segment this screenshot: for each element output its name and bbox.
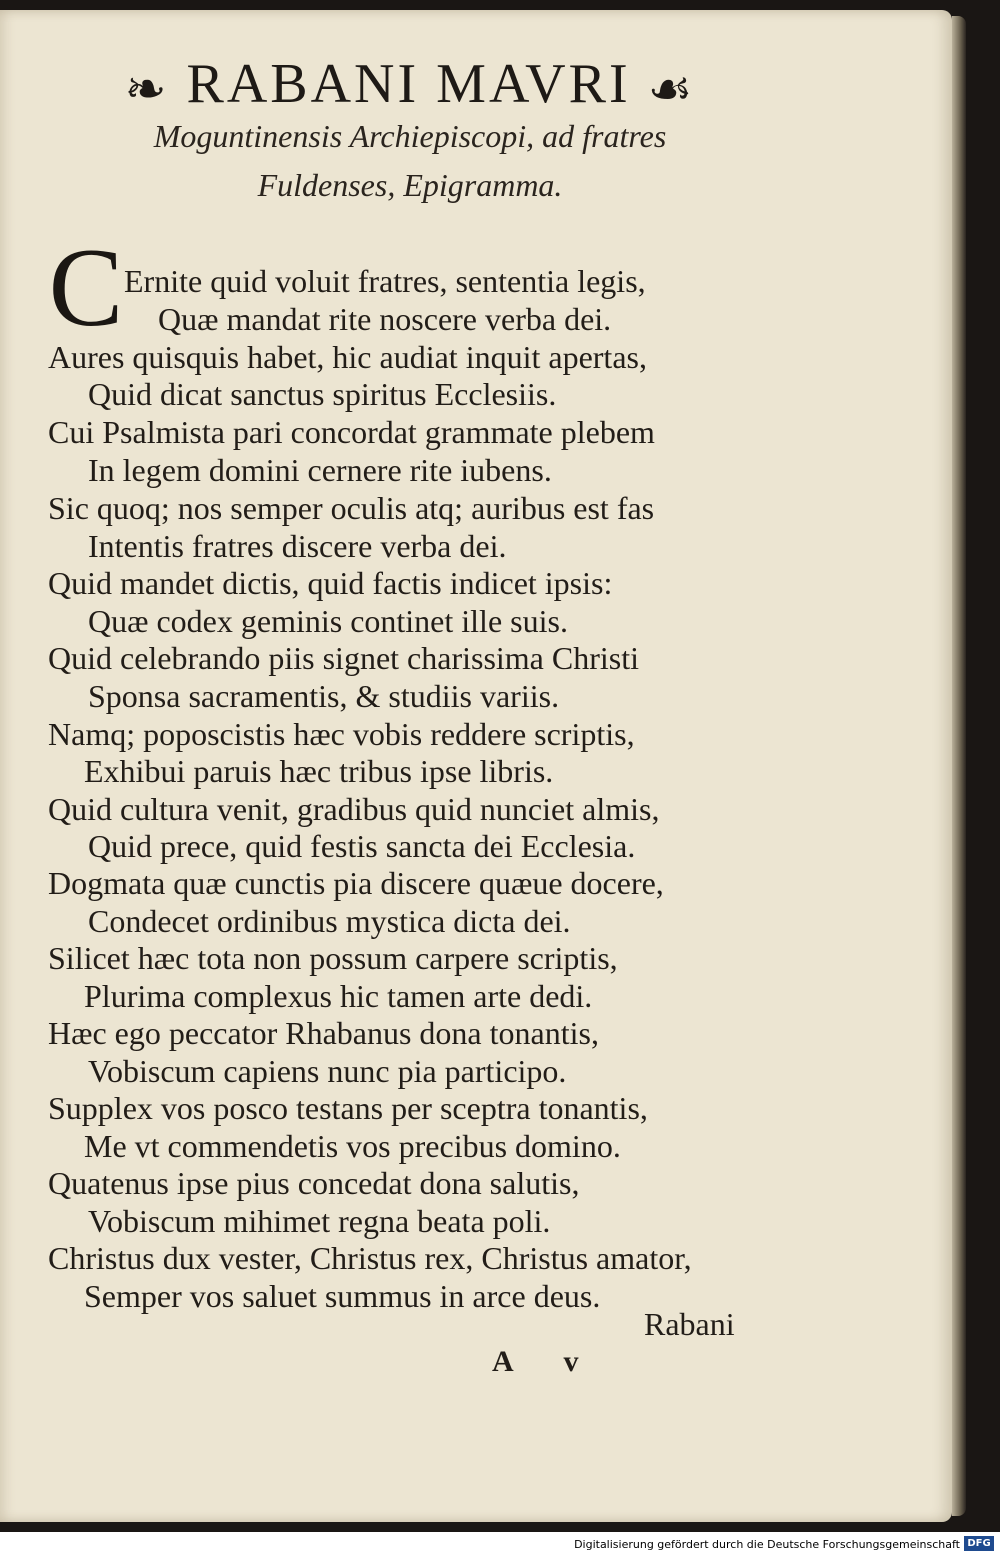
verse-line: Hæc ego peccator Rhabanus dona tonantis, xyxy=(48,1015,599,1051)
verse-line: Plurima complexus hic tamen arte dedi. xyxy=(84,978,593,1014)
verse-line: Namq; poposcistis hæc vobis reddere scriptis, xyxy=(48,716,635,752)
verse-line: Sponsa sacramentis, & studiis variis. xyxy=(88,678,560,714)
verse-line: Quid celebrando piis signet charissima Christi xyxy=(48,640,639,676)
verse-line: Cui Psalmista pari concordat grammate plebem xyxy=(48,414,655,450)
verse-line: Supplex vos posco testans per sceptra tonantis, xyxy=(48,1090,648,1126)
dfg-logo: DFG xyxy=(964,1536,994,1551)
verse-line: Vobiscum mihimet regna beata poli. xyxy=(88,1203,551,1239)
verse-line: Vobiscum capiens nunc pia participo. xyxy=(88,1053,567,1089)
verse-line: Intentis fratres discere verba dei. xyxy=(88,528,507,564)
verse-line: Sic quoq; nos semper oculis atq; auribus est fas xyxy=(48,490,655,526)
leaf-ornament-icon: ❧ xyxy=(124,61,170,118)
verse-line: Quæ mandat rite noscere verba dei. xyxy=(158,301,612,337)
footer-credit: Digitalisierung gefördert durch die Deutsche Forschungsgemeinschaft xyxy=(574,1538,960,1551)
page-edge xyxy=(952,16,966,1516)
signature-mark: A v xyxy=(492,1345,601,1378)
verse-line: Quid mandet dictis, quid factis indicet ipsis: xyxy=(48,565,613,601)
catchword: Rabani xyxy=(644,1306,735,1342)
verse-line: Quid cultura venit, gradibus quid nunciet almis, xyxy=(48,791,660,827)
verse-line: Quid dicat sanctus spiritus Ecclesiis. xyxy=(88,376,557,412)
title-text: RABANI MAVRI xyxy=(186,53,631,115)
verse-line: Aures quisquis habet, hic audiat inquit apertas, xyxy=(48,339,647,375)
verse-line: Exhibui paruis hæc tribus ipse libris. xyxy=(84,753,554,789)
page-title xyxy=(0,52,820,121)
subtitle-line-1: Moguntinensis Archiepiscopi, ad fratres xyxy=(153,118,667,154)
verse-line: Me vt commendetis vos precibus domino. xyxy=(84,1128,621,1164)
drop-initial: C xyxy=(48,226,124,350)
verse-line: In legem domini cernere rite iubens. xyxy=(88,452,552,488)
verse-line: Condecet ordinibus mystica dicta dei. xyxy=(88,903,571,939)
verse-line: Dogmata quæ cunctis pia discere quæue docere, xyxy=(48,865,664,901)
leaf-ornament-icon: ☙ xyxy=(647,61,696,118)
verse-line: Quæ codex geminis continet ille suis. xyxy=(88,603,568,639)
verse-line: Quatenus ipse pius concedat dona salutis, xyxy=(48,1165,580,1201)
verse-line: Silicet hæc tota non possum carpere scriptis, xyxy=(48,940,618,976)
verse-line: Semper vos saluet summus in arce deus. xyxy=(84,1278,601,1314)
verse-line: Quid prece, quid festis sancta dei Ecclesia. xyxy=(88,828,636,864)
subtitle-line-2: Fuldenses, Epigramma. xyxy=(257,167,563,203)
verse-line: Christus dux vester, Christus rex, Christus amator, xyxy=(48,1240,692,1276)
verse-line: Ernite quid voluit fratres, sententia legis, xyxy=(124,263,646,299)
